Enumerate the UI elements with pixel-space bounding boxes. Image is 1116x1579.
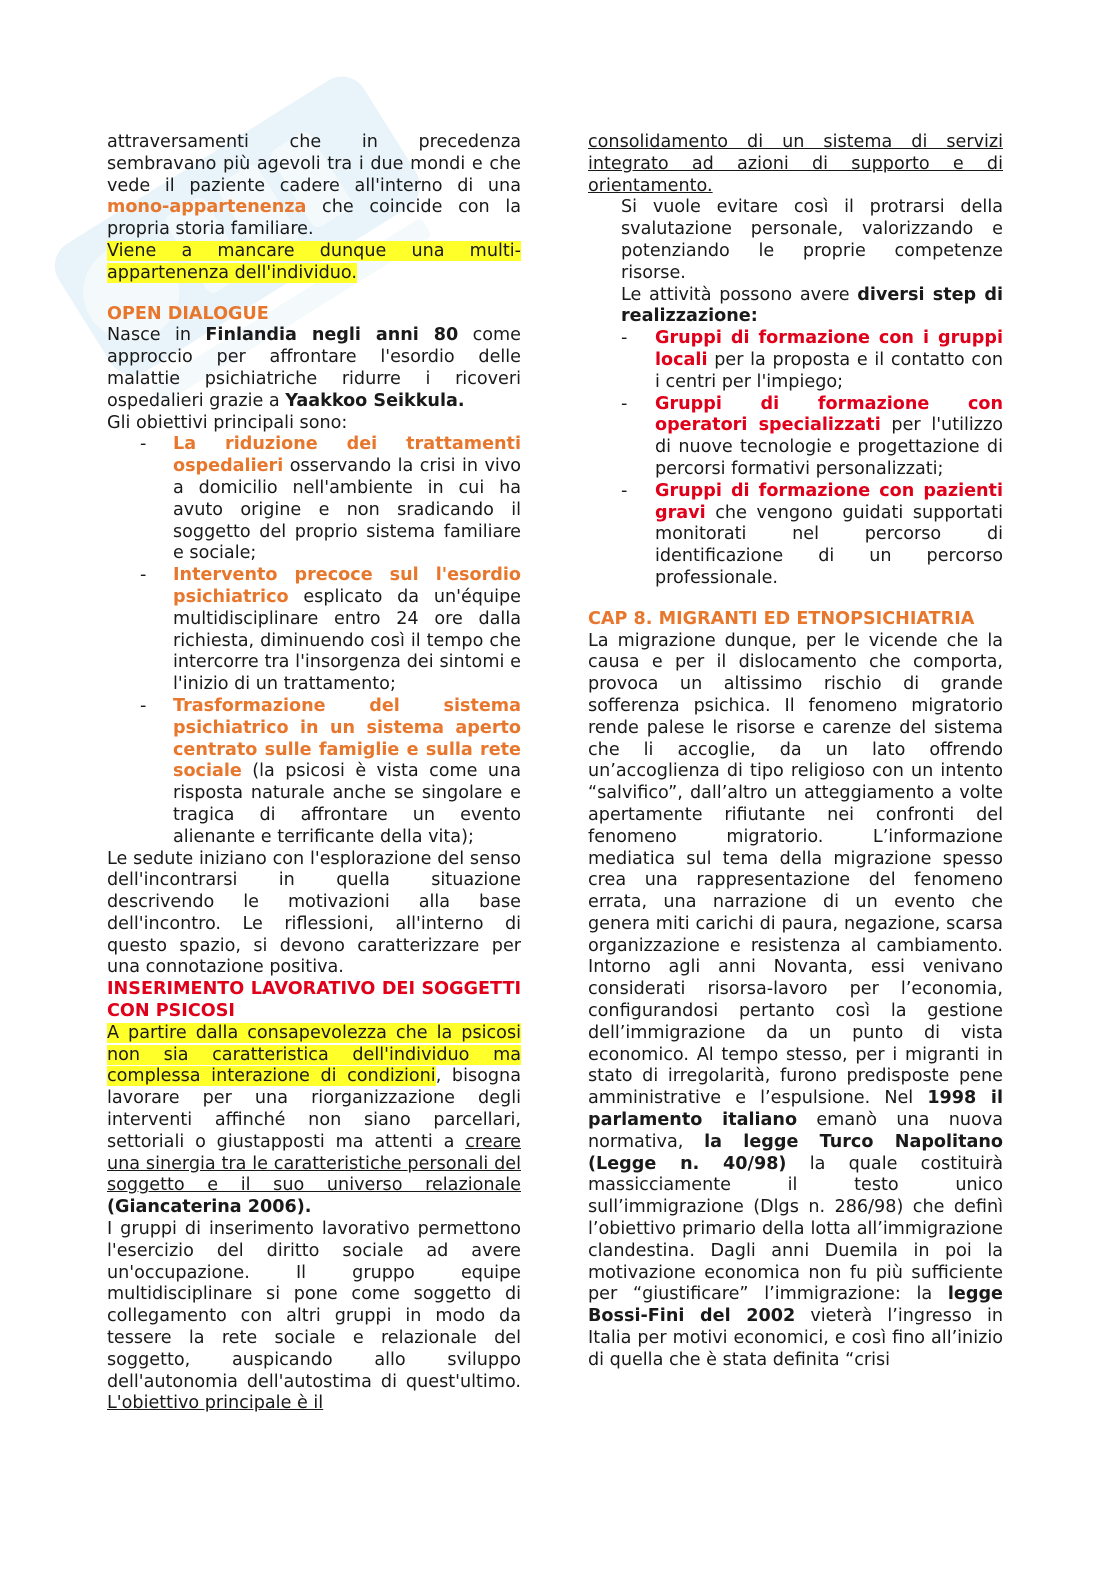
steps-list [588, 328, 1003, 590]
paragraph-open-dialogue [107, 325, 521, 412]
item-title: La riduzione dei trattamenti ospedalieri [173, 434, 521, 477]
text: I gruppi di inserimento lavorativo permettono l'esercizio del diritto sociale ad avere un'occupazione. Il gruppo equipe multidisciplinare si pone come soggetto di collegamento con altri gruppi in modo da tessere la rete sociale e relazionale del soggetto, auspicando allo sviluppo dell'autonomia dell'autostima di quest'ultimo. [107, 1219, 521, 1392]
text: La migrazione dunque, per le vicende che la causa e per il dislocamento che comporta, provoca un altissimo rischio di grande sofferenza psichica. Il fenomeno migratorio rende palese le risorse e carenze del sistema che li accoglie, da un lato offrendo un’accoglienza di tipo religioso con un intento “salvifico”, dall’altro un atteggiamento a volte apertamente rifiutante nei confronti del fenomeno migratorio. L’informazione mediatica sul tema della migrazione spesso crea una rappresentazione del fenomeno errata, una narrazione di un evento che genera miti carichi di paura, negazione, scarsa organizzazione e resistenza al cambiamento. Intorno agli anni Novanta, essi venivano considerati risorsa-lavoro per l’economia, configurandosi pertanto così la gestione dell’immigrazione da un punto di vista economico. Al tempo stesso, per i migranti in stato di irregolarità, furono predisposte pene amministrative e l’espulsione. Nel [588, 630, 1003, 1109]
list-item [588, 481, 1003, 590]
paragraph-migrazione [588, 631, 1003, 1372]
heading-cap8: CAP 8. MIGRANTI ED ETNOPSICHIATRIA [588, 608, 975, 629]
underlined-text: creare una sinergia tra le caratteristiche personali del soggetto e il suo universo relazionale [107, 1131, 521, 1196]
underlined-text: L'obiettivo principale è il [107, 1393, 324, 1414]
list-item [107, 434, 521, 565]
item-text: osservando la crisi in vivo a domicilio nell'ambiente in cui ha avuto origine e non sradicando il soggetto del proprio sistema familiare e sociale; [173, 456, 521, 564]
bold-text: diversi step di realizzazione: [621, 284, 1003, 327]
text: Le attività possono avere [621, 284, 858, 305]
item-title: Trasformazione del sistema psichiatrico in un sistema aperto centrato sulle famiglie e sulla rete sociale [173, 695, 521, 782]
paragraph-inserimento [107, 1023, 521, 1219]
heading-inserimento-lavorativo: INSERIMENTO LAVORATIVO DEI SOGGETTI CON PSICOSI [107, 979, 521, 1022]
item-title: Gruppi di formazione con operatori specializzati [655, 393, 1003, 436]
text: , bisogna lavorare per una riorganizzazione degli interventi affinché non siano parcellari, settoriali o giustapposti ma attenti a [107, 1066, 521, 1152]
paragraph-consolidamento [588, 132, 1003, 197]
objectives-list [107, 434, 521, 848]
text: la quale costituirà massicciamente il testo unico sull’immigrazione (Dlgs n. 286/98) che definì l’obiettivo primario della lotta all’immigrazione clandestina. Dagli anni Duemila in poi la motivazione economica non fu più sufficiente per “giustificare” l’immigrazione: la [588, 1153, 1003, 1305]
bold-text: la legge Turco Napolitano (Legge n. 40/98) [588, 1131, 1003, 1174]
item-text: che vengono guidati supportati monitorati nel percorso di identificazione di un percorso professionale. [655, 502, 1003, 588]
item-title: Intervento precoce sul l'esordio psichiatrico [173, 565, 521, 607]
paragraph-attivita [588, 285, 1003, 329]
paragraph-evitare: Si vuole evitare così il protrarsi della svalutazione personale, valorizzando e potenziando le proprie competenze risorse. [621, 197, 1003, 283]
paragraph-gruppi [107, 1219, 521, 1415]
text: vieterà l’ingresso in Italia per motivi economici, e così fino all’inizio di quella che è stata definita “crisi [588, 1306, 1004, 1370]
item-title: Gruppi di formazione con i gruppi locali [655, 328, 1003, 370]
bold-text: 1998 il parlamento italiano [588, 1088, 1003, 1131]
bold-text: Yaakkoo Seikkula. [285, 390, 465, 411]
list-item [588, 394, 1003, 481]
text: che coincide con la propria storia familiare. [107, 197, 521, 240]
item-text: per la proposta e il contatto con i centri per l'impiego; [655, 349, 1003, 392]
item-text: esplicato da un'équipe multidisciplinare entro 24 ore dalla richiesta, diminuendo così il tempo che intercorre tra l'insorgenza dei sintomi e l'inizio di un trattamento; [173, 586, 521, 695]
paragraph-sedute: Le sedute iniziano con l'esplorazione del senso dell'incontrarsi in quella situazione descrivendo le motivazioni alla base dell'incontro. Le riflessioni, all'interno di questo spazio, si devono caratterizzare per una connotazione positiva. [107, 848, 521, 978]
bold-text: legge Bossi-Fini del 2002 [588, 1284, 1003, 1327]
paragraph-multi-appartenenza [107, 241, 521, 285]
heading-open-dialogue: OPEN DIALOGUE [107, 303, 269, 324]
list-item [588, 328, 1003, 393]
underlined-text: consolidamento di un sistema di servizi integrato ad azioni di supporto e di orientamento. [588, 132, 1003, 196]
left-column [107, 132, 521, 1415]
highlight-term: mono-appartenenza [107, 197, 307, 218]
paragraph-obiettivi: Gli obiettivi principali sono: [107, 412, 348, 433]
text: attraversamenti che in precedenza sembravano più agevoli tra i due mondi e che vede il paziente cadere all'interno di una [107, 132, 521, 196]
citation: (Giancaterina 2006). [107, 1197, 312, 1218]
right-column [588, 132, 1003, 1372]
highlighted-text: Viene a mancare dunque una multi-appartenenza dell'individuo. [107, 240, 521, 283]
highlighted-text: A partire dalla consapevolezza che la psicosi non sia caratteristica dell'individuo ma complessa interazione di condizioni [107, 1022, 521, 1087]
list-item [107, 565, 521, 696]
list-item [107, 696, 521, 849]
item-text: per l'utilizzo di nuove tecnologie e progettazione di percorsi formativi personalizzati; [655, 415, 1003, 479]
item-title: Gruppi di formazione con pazienti gravi [655, 480, 1003, 523]
item-text: (la psicosi è vista come una risposta naturale anche se singolare e tragica di affrontare un evento alienante e terrificante della vita); [173, 761, 521, 847]
paragraph-mono-appartenenza [107, 132, 521, 241]
bold-text: Finlandia negli anni 80 [205, 325, 459, 346]
text: come approccio per affrontare l'esordio delle malattie psichiatriche ridurre i ricoveri ospedalieri grazie a [107, 325, 521, 411]
text: emanò una nuova normativa, [588, 1110, 1003, 1152]
text: Nasce in [107, 325, 206, 346]
